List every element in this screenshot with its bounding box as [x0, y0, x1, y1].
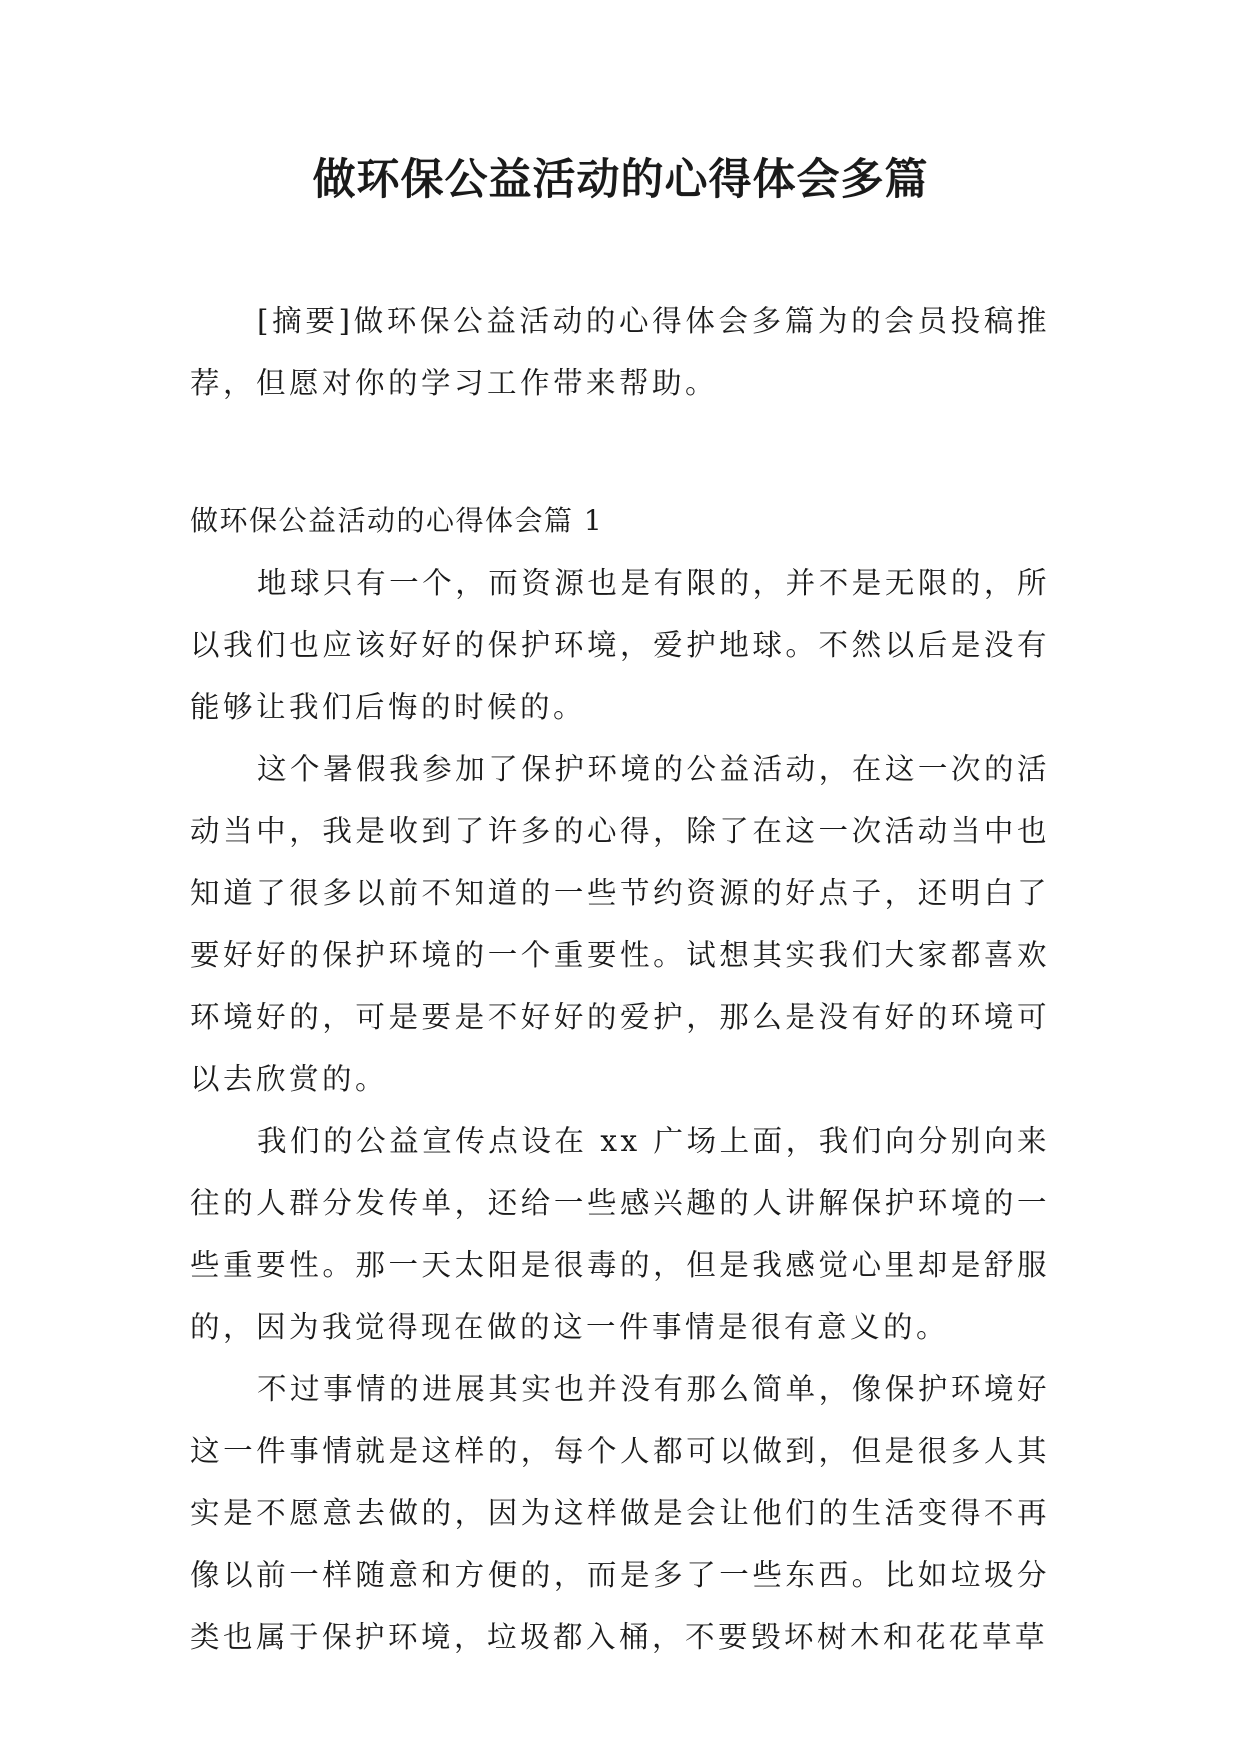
- abstract-paragraph: [摘要]做环保公益活动的心得体会多篇为的会员投稿推荐，但愿对你的学习工作带来帮助。: [190, 304, 1050, 400]
- body-paragraph-3: 我们的公益宣传点设在 xx 广场上面，我们向分别向来往的人群分发传单，还给一些感兴趣的人讲解保护环境的一些重要性。那一天太阳是很毒的，但是我感觉心里却是舒服的，因为我觉得现在做的这一件事情是很有意义的。: [190, 1124, 1050, 1344]
- body-paragraph-1: 地球只有一个，而资源也是有限的，并不是无限的，所以我们也应该好好的保护环境，爱护地球。不然以后是没有能够让我们后悔的时候的。: [190, 566, 1050, 724]
- section-heading: 做环保公益活动的心得体会篇 1: [190, 504, 604, 537]
- document-title: 做环保公益活动的心得体会多篇: [312, 155, 929, 205]
- body-paragraph-4: 不过事情的进展其实也并没有那么简单，像保护环境好这一件事情就是这样的，每个人都可以做到，但是很多人其实是不愿意去做的，因为这样做是会让他们的生活变得不再像以前一样随意和方便的，而是多了一些东西。比如垃圾分类也属于保护环境，垃圾都入桶，不要毁坏树木和花花草草: [190, 1372, 1050, 1654]
- body-paragraph-2: 这个暑假我参加了保护环境的公益活动，在这一次的活动当中，我是收到了许多的心得，除了在这一次活动当中也知道了很多以前不知道的一些节约资源的好点子，还明白了要好好的保护环境的一个重要性。试想其实我们大家都喜欢环境好的，可是要是不好好的爱护，那么是没有好的环境可以去欣赏的。: [190, 752, 1050, 1096]
- document-body: [190, 290, 1050, 1668]
